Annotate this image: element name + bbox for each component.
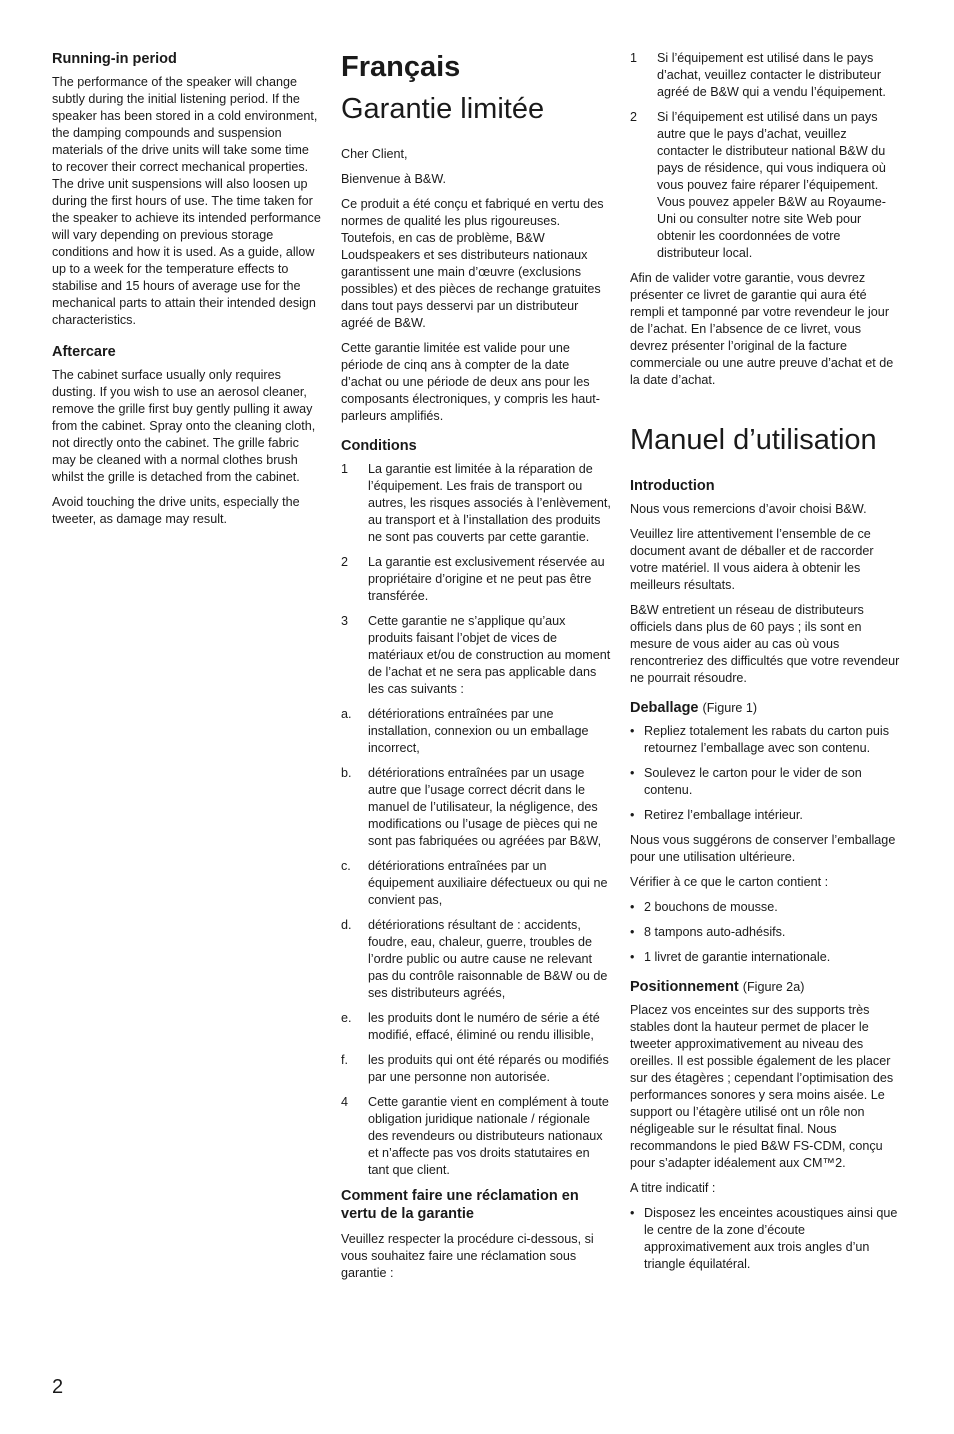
conditions-heading: Conditions bbox=[341, 438, 417, 454]
bullet-icon: • bbox=[630, 1206, 635, 1220]
unpacking-heading bbox=[630, 699, 902, 717]
bullet-text: Soulevez le carton pour le vider de son contenu. bbox=[644, 766, 862, 797]
bullet-icon: • bbox=[630, 900, 635, 914]
bullet-text: Repliez totalement les rabats du carton puis retournez l’emballage avec son contenu. bbox=[644, 724, 890, 755]
contents-bullets bbox=[630, 899, 902, 966]
list-item bbox=[341, 554, 611, 605]
bullet-item bbox=[630, 949, 902, 966]
positioning-figure-ref: (Figure 2a) bbox=[742, 980, 805, 994]
claim-validate-text: Afin de valider votre garantie, vous devrez présenter ce livret de garantie qui aura été rempli et tamponné par votre revendeur le jour de l’achat. En l’absence de ce livret, vous devrez présenter l’original de la facture commerciale ou une autre preuve d’achat et de la date d’achat. bbox=[630, 271, 894, 387]
list-item-text: Si l’équipement est utilisé dans le pays d’achat, veuillez contacter le distributeur agréé de B&W qui a vendu l’équipement. bbox=[657, 51, 886, 99]
positioning-paragraph-2: A titre indicatif : bbox=[630, 1181, 716, 1195]
list-item bbox=[341, 461, 611, 546]
list-item-number: 3 bbox=[341, 614, 349, 628]
intro-paragraph-1: Nous vous remercions d’avoir choisi B&W. bbox=[630, 502, 867, 516]
list-item-text: détériorations entraînées par un équipement auxiliaire défectueux ou qui ne convient pas, bbox=[368, 859, 608, 907]
column-middle bbox=[341, 50, 611, 1290]
list-item-number: b. bbox=[341, 766, 352, 780]
bullet-icon: • bbox=[630, 808, 635, 822]
list-item bbox=[341, 1052, 611, 1086]
positioning-heading-text: Positionnement bbox=[630, 979, 739, 995]
bullet-item bbox=[630, 1205, 902, 1273]
greeting: Cher Client, bbox=[341, 147, 408, 161]
list-item-number: f. bbox=[341, 1053, 348, 1067]
bullet-text: Retirez l’emballage intérieur. bbox=[644, 808, 803, 822]
bullet-item bbox=[630, 765, 902, 799]
list-item-number: e. bbox=[341, 1011, 352, 1025]
list-item-number: 2 bbox=[630, 110, 638, 124]
unpacking-figure-ref: (Figure 1) bbox=[702, 701, 758, 715]
list-item bbox=[341, 917, 611, 1002]
column-left bbox=[52, 50, 322, 536]
page-number: 2 bbox=[52, 1376, 64, 1398]
running-in-text: The performance of the speaker will change subtly during the initial listening period. If the speaker has been stored in a cold environment, the damping compounds and suspension materials of the drive units will take some time to recover their correct mechanical properties. The drive unit suspensions will also loosen up during the first hours of use. The time taken for the speaker to achieve its intended performance will vary depending on previous storage conditions and how it is used. As a guide, allow up to a week for the temperature effects to stabilise and 15 hours of average use for the mechanical parts to attain their intended design characteristics. bbox=[52, 75, 321, 327]
positioning-bullets bbox=[630, 1205, 902, 1273]
warranty-intro-1: Ce produit a été conçu et fabriqué en vertu des normes de qualité les plus rigoureuses. Toutefois, en cas de problème, B&W Loudspeakers et ses distributeurs nationaux garantissent une main d’œuvre (exclusions possibles) et des pièces de rechange gratuites dans tout pays desservi par un distributeur agréé de B&W. bbox=[341, 197, 604, 330]
unpacking-heading-text: Deballage bbox=[630, 700, 699, 716]
introduction-heading: Introduction bbox=[630, 478, 715, 494]
bullet-item bbox=[630, 899, 902, 916]
list-item-text: détériorations résultant de : accidents, foudre, eau, chaleur, guerre, troubles de l’ordre public ou autre cause ne relevant pas du contrôle raisonnable de B&W ou de ses distributeurs agréés, bbox=[368, 918, 608, 1000]
list-item bbox=[341, 613, 611, 698]
claim-steps-list bbox=[630, 50, 902, 262]
bullet-text: 2 bouchons de mousse. bbox=[644, 900, 778, 914]
manual-title: Manuel d’utilisation bbox=[630, 424, 877, 456]
list-item-number: d. bbox=[341, 918, 352, 932]
aftercare-paragraph-2: Avoid touching the drive units, especially the tweeter, as damage may result. bbox=[52, 495, 300, 526]
aftercare-heading: Aftercare bbox=[52, 344, 116, 360]
intro-paragraph-3: B&W entretient un réseau de distributeurs officiels dans plus de 60 pays ; ils sont en mesure de vous aider au cas où vous rencontreriez des difficultés que votre revendeur ne pourrait résoudre. bbox=[630, 603, 900, 685]
warranty-intro-2: Cette garantie limitée est valide pour une période de cinq ans à compter de la date d’achat ou une période de deux ans pour les composants électroniques, y compris les haut-parleurs amplifiés. bbox=[341, 341, 600, 423]
aftercare-paragraph-1: The cabinet surface usually only requires dusting. If you wish to use an aerosol cleaner, remove the grille first buy gently pulling it away from the cabinet. Spray onto the cleaning cloth, not directly onto the cabinet. The grille fabric may be cleaned with a normal clothes brush whilst the grille is detached from the cabinet. bbox=[52, 368, 316, 484]
claim-text: Veuillez respecter la procédure ci-dessous, si vous souhaitez faire une réclamation sous garantie : bbox=[341, 1232, 594, 1280]
intro-paragraph-2: Veuillez lire attentivement l’ensemble de ce document avant de déballer et de raccorder votre matériel. Il vous aidera à obtenir les meilleurs résultats. bbox=[630, 527, 874, 592]
list-item-number: 1 bbox=[341, 462, 349, 476]
conditions-list bbox=[341, 461, 611, 1179]
list-item bbox=[341, 706, 611, 757]
claim-heading: Comment faire une réclamation en vertu de la garantie bbox=[341, 1188, 579, 1222]
bullet-icon: • bbox=[630, 925, 635, 939]
list-item-text: Cette garantie vient en complément à toute obligation juridique nationale / régionale des revendeurs ou distributeurs nationaux et n’affecte pas vos droits statutaires en tant que client. bbox=[368, 1095, 609, 1177]
language-heading: Français bbox=[341, 51, 461, 83]
list-item-text: Cette garantie ne s’applique qu’aux produits faisant l’objet de vices de matériaux et/ou de construction au moment de l’achat et ne sera pas applicable dans les cas suivants : bbox=[368, 614, 611, 696]
welcome: Bienvenue à B&W. bbox=[341, 172, 447, 186]
list-item-text: détériorations entraînées par un usage autre que l’usage correct décrit dans le manuel de l’utilisateur, la négligence, des modifications ou l’usage de pièces qui ne sont pas fabriquées ou agréées par B&W, bbox=[368, 766, 602, 848]
bullet-text: 1 livret de garantie internationale. bbox=[644, 950, 831, 964]
positioning-paragraph-1: Placez vos enceintes sur des supports très stables dont la hauteur permet de placer le tweeter approximativement au niveau des oreilles. Il est possible également de les placer sur des étagères ; cependant l’optimisation des performances sonores y sera moins aisée. Le support ou l’étagère utilisé ont un rôle non négligeable sur le résultat final. Nous recommandons le pied B&W FS-CDM, conçu pour s’adapter idéalement aux CM™2. bbox=[630, 1003, 894, 1170]
bullet-item bbox=[630, 924, 902, 941]
list-item-text: les produits dont le numéro de série a été modifié, effacé, éliminé ou rendu illisible, bbox=[368, 1011, 600, 1042]
list-item bbox=[341, 1010, 611, 1044]
list-item-text: La garantie est limitée à la réparation de l’équipement. Les frais de transport ou autres, les risques associés à l’enlèvement, au transport et à l’installation des produits ne sont pas couverts par cette garantie. bbox=[368, 462, 611, 544]
unpacking-bullets bbox=[630, 723, 902, 824]
warranty-title: Garantie limitée bbox=[341, 93, 545, 125]
list-item-text: Si l’équipement est utilisé dans un pays autre que le pays d’achat, veuillez contacter le distributeur national B&W du pays de résidence, qui vous indiquera où vous pouvez faire réparer l’équipement. Vous pouvez appeler B&W au Royaume-Uni ou consulter notre site Web pour obtenir les coordonnées de votre distributeur local. bbox=[657, 110, 886, 260]
unpacking-paragraph-1: Nous vous suggérons de conserver l’emballage pour une utilisation ultérieure. bbox=[630, 833, 896, 864]
list-item bbox=[630, 50, 902, 101]
unpacking-paragraph-2: Vérifier à ce que le carton contient : bbox=[630, 875, 829, 889]
list-item bbox=[341, 765, 611, 850]
bullet-item bbox=[630, 723, 902, 757]
bullet-text: Disposez les enceintes acoustiques ainsi que le centre de la zone d’écoute approximativement aux trois angles d’un triangle équilatéral. bbox=[644, 1206, 898, 1271]
list-item-number: 4 bbox=[341, 1095, 349, 1109]
list-item bbox=[341, 1094, 611, 1179]
list-item-number: 2 bbox=[341, 555, 349, 569]
list-item-number: 1 bbox=[630, 51, 638, 65]
list-item bbox=[630, 109, 902, 262]
bullet-icon: • bbox=[630, 724, 635, 738]
list-item-text: détériorations entraînées par une installation, connexion ou un emballage incorrect, bbox=[368, 707, 589, 755]
bullet-item bbox=[630, 807, 902, 824]
list-item-text: La garantie est exclusivement réservée au propriétaire d’origine et ne peut pas être transférée. bbox=[368, 555, 605, 603]
bullet-icon: • bbox=[630, 766, 635, 780]
bullet-icon: • bbox=[630, 950, 635, 964]
column-right bbox=[630, 50, 902, 1281]
list-item bbox=[341, 858, 611, 909]
list-item-number: a. bbox=[341, 707, 352, 721]
list-item-text: les produits qui ont été réparés ou modifiés par une personne non autorisée. bbox=[368, 1053, 609, 1084]
running-in-heading: Running-in period bbox=[52, 51, 177, 67]
list-item-number: c. bbox=[341, 859, 351, 873]
bullet-text: 8 tampons auto-adhésifs. bbox=[644, 925, 786, 939]
positioning-heading bbox=[630, 978, 902, 996]
